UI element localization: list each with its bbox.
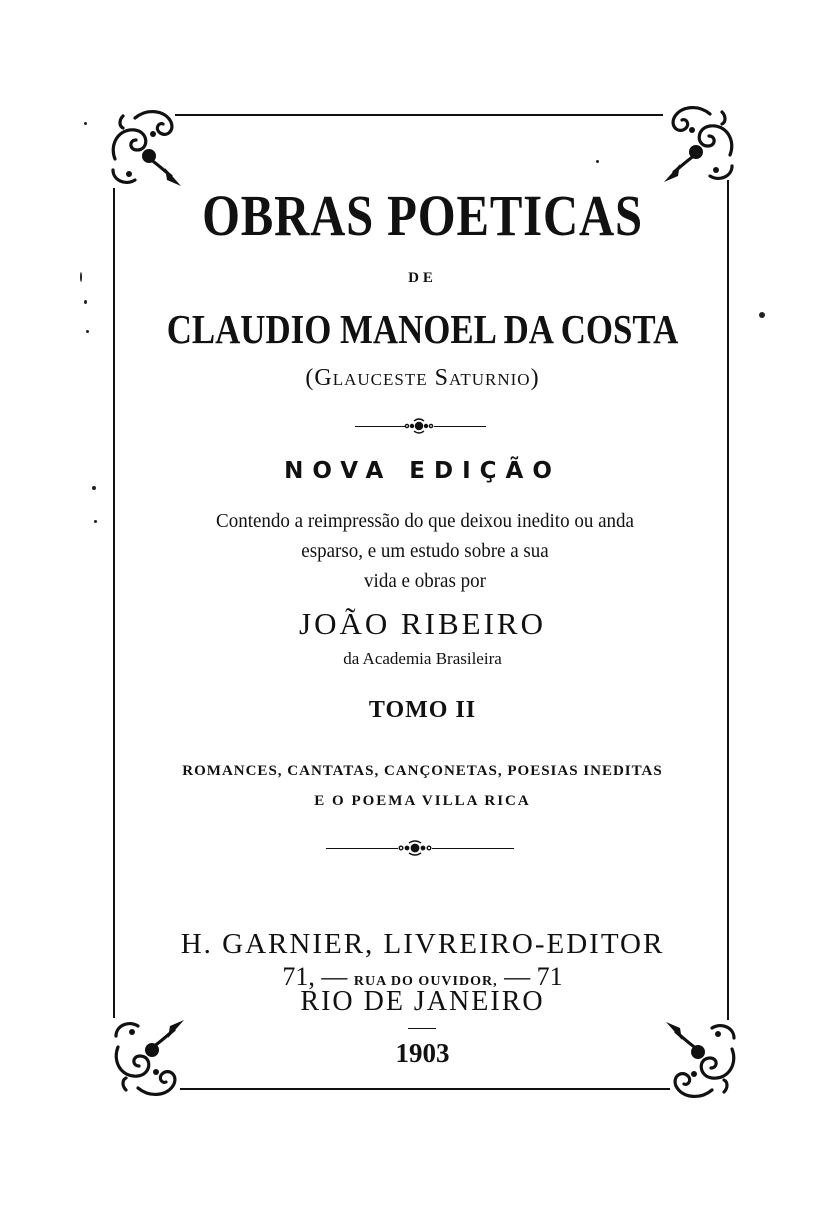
author-name: CLAUDIO MANOEL DA COSTA — [166, 306, 679, 352]
border-right — [727, 180, 729, 1020]
address-number-left: 71, — — [282, 962, 348, 991]
editor-name: JOÃO RIBEIRO — [299, 606, 546, 641]
scan-speck — [84, 122, 87, 125]
fleuron-divider-lower-icon — [398, 840, 432, 856]
description-line-3: vida e obras por — [364, 570, 486, 592]
publisher-city: RIO DE JANEIRO — [300, 986, 545, 1017]
publication-year: 1903 — [395, 1038, 450, 1068]
year-rule — [408, 1028, 436, 1029]
description-line-1: Contendo a reimpressão do que deixou inedito ou anda — [216, 510, 634, 532]
volume-label: TOMO II — [368, 697, 477, 723]
scan-speck — [92, 486, 96, 490]
author-pseudonym: (Glauceste Saturnio) — [305, 365, 540, 391]
title-preposition: DE — [408, 270, 437, 286]
border-top — [175, 114, 663, 116]
divider-lower-right-rule — [432, 848, 514, 849]
scan-speck — [80, 272, 82, 282]
description — [145, 506, 706, 596]
edition-label: NOVA EDIÇÃO — [284, 458, 561, 484]
address-street: RUA DO OUVIDOR, — [353, 974, 498, 989]
scan-speck — [84, 300, 87, 304]
editor-affiliation: da Academia Brasileira — [343, 649, 502, 668]
publisher-name: H. GARNIER, LIVREIRO-EDITOR — [180, 928, 665, 960]
scan-speck — [94, 520, 97, 523]
scan-speck — [759, 312, 765, 318]
book-title: OBRAS POETICAS — [202, 183, 643, 248]
divider-lower-left-rule — [326, 848, 398, 849]
scan-speck — [596, 160, 599, 163]
corner-ornament-top-right-icon — [650, 100, 740, 190]
divider-upper-left-rule — [355, 426, 405, 427]
border-left — [113, 188, 115, 1018]
description-line-2: esparso, e um estudo sobre a sua — [301, 540, 549, 562]
contents-line-2: E O POEMA VILLA RICA — [314, 793, 531, 809]
contents-line-1: ROMANCES, CANTATAS, CANÇONETAS, POESIAS INEDITAS — [182, 763, 663, 779]
corner-ornament-top-left-icon — [105, 104, 195, 194]
divider-upper-right-rule — [434, 426, 486, 427]
address-number-right: — 71 — [504, 962, 563, 991]
fleuron-divider-icon — [404, 418, 434, 434]
border-bottom — [180, 1088, 670, 1090]
scan-speck — [86, 330, 89, 333]
